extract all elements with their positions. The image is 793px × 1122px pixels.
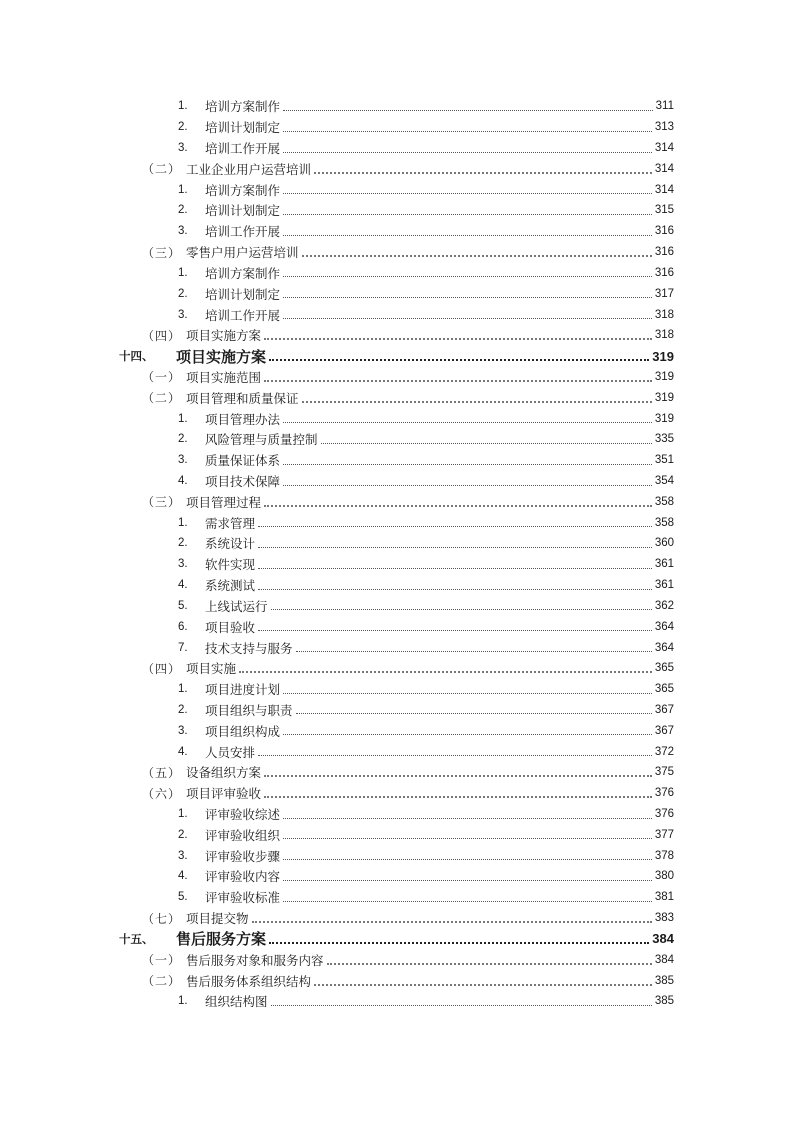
toc-leader-dots (302, 255, 652, 257)
toc-leader-dots (314, 172, 652, 174)
toc-entry-number: 2. (178, 121, 188, 134)
toc-entry-page: 375 (654, 766, 674, 779)
toc-leader-dots (327, 963, 652, 965)
toc-entry-number: 2. (178, 703, 188, 716)
toc-entry[interactable] (0, 200, 674, 221)
toc-entry-number: 3. (178, 308, 188, 321)
toc-entry[interactable] (0, 762, 674, 783)
toc-leader-dots (258, 589, 652, 590)
toc-entry[interactable] (0, 367, 674, 388)
toc-leader-dots (258, 630, 652, 631)
toc-entry-page: 367 (654, 724, 674, 737)
toc-entry-number: （一） (142, 953, 182, 968)
toc-entry-title: 系统测试 (205, 578, 256, 594)
toc-entry-number: 4. (178, 745, 188, 758)
toc-entry[interactable] (0, 991, 674, 1012)
toc-entry-number: 3. (178, 558, 188, 571)
toc-entry-page: 367 (654, 703, 674, 716)
toc-entry-number: 2. (178, 204, 188, 217)
toc-entry[interactable] (0, 929, 674, 950)
toc-entry-title: 培训方案制作 (205, 182, 281, 198)
toc-entry-page: 365 (654, 683, 674, 696)
toc-entry-page: 360 (654, 537, 674, 550)
toc-entry-title: 组织结构图 (205, 994, 268, 1010)
toc-leader-dots (264, 505, 652, 507)
toc-entry-title: 培训工作开展 (205, 307, 281, 323)
toc-entry[interactable] (0, 138, 674, 159)
toc-entry-title: 项目评审验收 (186, 786, 262, 802)
toc-entry-number: 3. (178, 724, 188, 737)
toc-entry-page: 362 (654, 599, 674, 612)
toc-leader-dots (258, 568, 652, 569)
toc-entry-title: 培训工作开展 (205, 224, 281, 240)
toc-entry-number: 1. (178, 412, 188, 425)
toc-entry[interactable] (0, 824, 674, 845)
toc-entry-page: 311 (655, 100, 674, 113)
toc-entry-title: 质量保证体系 (205, 453, 281, 469)
toc-leader-dots (239, 671, 652, 673)
toc-entry-page: 384 (652, 931, 674, 947)
toc-leader-dots (314, 984, 652, 986)
toc-leader-dots (321, 443, 652, 444)
toc-entry[interactable] (0, 970, 674, 991)
toc-entry-page: 383 (654, 912, 674, 925)
toc-entry-page: 385 (654, 995, 674, 1008)
toc-entry-title: 评审验收组织 (205, 827, 281, 843)
toc-entry[interactable] (0, 804, 674, 825)
toc-entry-title: 评审验收内容 (205, 869, 281, 885)
toc-leader-dots (283, 693, 652, 694)
table-of-contents (0, 96, 793, 1012)
toc-leader-dots (283, 110, 653, 111)
toc-leader-dots (271, 609, 652, 610)
toc-entry-page: 316 (654, 246, 674, 259)
toc-entry-title: 培训工作开展 (205, 141, 281, 157)
toc-entry-title: 项目组织构成 (205, 723, 281, 739)
toc-entry[interactable] (0, 491, 674, 512)
toc-leader-dots (269, 359, 649, 361)
toc-leader-dots (283, 214, 652, 215)
toc-entry[interactable] (0, 283, 674, 304)
toc-leader-dots (283, 464, 652, 465)
toc-entry-title: 人员安排 (205, 744, 256, 760)
toc-entry-title: 项目实施方案 (176, 347, 267, 366)
toc-entry[interactable] (0, 325, 674, 346)
toc-leader-dots (283, 131, 652, 132)
toc-entry-page: 335 (654, 433, 674, 446)
toc-entry-number: （二） (142, 391, 182, 406)
toc-entry-page: 381 (654, 891, 674, 904)
toc-entry-page: 319 (654, 412, 674, 425)
toc-entry[interactable] (0, 471, 674, 492)
toc-entry-title: 项目实施方案 (186, 328, 262, 344)
toc-entry[interactable] (0, 450, 674, 471)
toc-entry-page: 364 (654, 620, 674, 633)
toc-entry-number: 4. (178, 870, 188, 883)
toc-entry-number: 十五、 (119, 933, 154, 946)
toc-entry[interactable] (0, 554, 674, 575)
toc-leader-dots (283, 901, 652, 902)
toc-entry-page: 318 (654, 329, 674, 342)
toc-entry-page: 377 (654, 828, 674, 841)
toc-entry-number: 3. (178, 225, 188, 238)
toc-entry-number: 7. (178, 641, 188, 654)
toc-entry-number: （二） (142, 974, 182, 989)
toc-entry-number: 3. (178, 849, 188, 862)
toc-entry-page: 361 (654, 558, 674, 571)
toc-entry-title: 售后服务方案 (176, 930, 267, 949)
toc-entry-page: 361 (654, 579, 674, 592)
toc-entry-number: （四） (142, 661, 182, 676)
toc-leader-dots (283, 485, 652, 486)
toc-entry-title: 培训计划制定 (205, 286, 281, 302)
toc-entry-page: 358 (654, 516, 674, 529)
toc-entry-title: 软件实现 (205, 557, 256, 573)
toc-entry-page: 316 (654, 225, 674, 238)
toc-entry-title: 项目管理和质量保证 (186, 390, 299, 406)
toc-entry[interactable] (0, 741, 674, 762)
toc-entry[interactable] (0, 596, 674, 617)
toc-entry-title: 项目提交物 (186, 911, 249, 927)
toc-entry-number: 1. (178, 995, 188, 1008)
toc-entry-number: 2. (178, 537, 188, 550)
toc-entry-page: 378 (654, 849, 674, 862)
toc-entry-page: 317 (654, 287, 674, 300)
toc-entry-page: 319 (652, 348, 674, 364)
toc-entry-title: 评审验收步骤 (205, 848, 281, 864)
toc-entry[interactable] (0, 242, 674, 263)
toc-leader-dots (283, 318, 652, 319)
toc-entry[interactable] (0, 616, 674, 637)
toc-entry-number: 十四、 (119, 351, 154, 364)
toc-entry[interactable] (0, 720, 674, 741)
toc-entry[interactable] (0, 512, 674, 533)
toc-leader-dots (258, 755, 652, 756)
toc-entry-title: 项目管理办法 (205, 411, 281, 427)
toc-leader-dots (283, 235, 652, 236)
toc-entry[interactable] (0, 845, 674, 866)
toc-entry-page: 365 (654, 662, 674, 675)
toc-entry[interactable] (0, 637, 674, 658)
toc-entry-title: 需求管理 (205, 515, 256, 531)
toc-entry[interactable] (0, 346, 674, 367)
toc-entry-title: 项目实施 (186, 661, 237, 677)
toc-entry-title: 售后服务体系组织结构 (186, 973, 312, 989)
toc-entry-page: 372 (654, 745, 674, 758)
toc-entry-title: 风险管理与质量控制 (205, 432, 318, 448)
toc-entry[interactable] (0, 679, 674, 700)
toc-entry-number: （五） (142, 765, 182, 780)
toc-entry[interactable] (0, 408, 674, 429)
toc-entry-page: 318 (654, 308, 674, 321)
toc-entry[interactable] (0, 221, 674, 242)
toc-entry[interactable] (0, 158, 674, 179)
toc-entry-number: 1. (178, 808, 188, 821)
toc-entry-number: 5. (178, 891, 188, 904)
toc-entry-title: 培训方案制作 (205, 99, 281, 115)
toc-entry-number: 2. (178, 287, 188, 300)
toc-leader-dots (283, 880, 652, 881)
toc-entry-title: 项目实施范围 (186, 369, 262, 385)
toc-entry-title: 技术支持与服务 (205, 640, 293, 656)
toc-entry-number: （六） (142, 786, 182, 801)
toc-entry-number: 4. (178, 579, 188, 592)
toc-entry-title: 培训计划制定 (205, 203, 281, 219)
toc-entry-page: 380 (654, 870, 674, 883)
toc-leader-dots (283, 193, 652, 194)
toc-leader-dots (283, 838, 652, 839)
toc-leader-dots (283, 276, 652, 277)
toc-leader-dots (296, 651, 652, 652)
toc-leader-dots (283, 152, 652, 153)
toc-leader-dots (258, 547, 652, 548)
toc-entry[interactable] (0, 533, 674, 554)
toc-entry-number: （三） (142, 495, 182, 510)
toc-entry-title: 项目验收 (205, 619, 256, 635)
toc-entry-page: 316 (654, 266, 674, 279)
toc-leader-dots (264, 775, 652, 777)
toc-entry-title: 评审验收综述 (205, 807, 281, 823)
toc-entry-number: 2. (178, 433, 188, 446)
toc-entry-title: 工业企业用户运营培训 (186, 161, 312, 177)
toc-entry-number: 3. (178, 454, 188, 467)
toc-entry-number: 5. (178, 599, 188, 612)
toc-entry[interactable] (0, 263, 674, 284)
toc-entry[interactable] (0, 117, 674, 138)
toc-entry-title: 售后服务对象和服务内容 (186, 952, 324, 968)
toc-entry[interactable] (0, 387, 674, 408)
toc-entry-page: 385 (654, 974, 674, 987)
toc-entry-page: 384 (654, 953, 674, 966)
toc-entry[interactable] (0, 887, 674, 908)
toc-leader-dots (283, 859, 652, 860)
toc-entry-page: 315 (654, 204, 674, 217)
toc-entry-title: 培训方案制作 (205, 265, 281, 281)
toc-entry[interactable] (0, 304, 674, 325)
toc-entry-title: 设备组织方案 (186, 765, 262, 781)
toc-leader-dots (283, 818, 652, 819)
toc-entry[interactable] (0, 179, 674, 200)
toc-entry[interactable] (0, 658, 674, 679)
toc-leader-dots (264, 338, 652, 340)
toc-entry-page: 314 (654, 162, 674, 175)
toc-entry-page: 313 (654, 121, 674, 134)
toc-entry-number: （七） (142, 911, 182, 926)
toc-entry-page: 376 (654, 808, 674, 821)
toc-leader-dots (302, 401, 652, 403)
toc-entry-number: （三） (142, 245, 182, 260)
toc-entry-number: 1. (178, 683, 188, 696)
toc-entry-page: 358 (654, 495, 674, 508)
toc-entry[interactable] (0, 575, 674, 596)
toc-entry-page: 314 (654, 183, 674, 196)
toc-entry-title: 零售户用户运营培训 (186, 245, 299, 261)
toc-entry[interactable] (0, 783, 674, 804)
toc-entry-number: 1. (178, 100, 188, 113)
toc-entry-number: 3. (178, 142, 188, 155)
toc-entry-number: 1. (178, 266, 188, 279)
toc-leader-dots (283, 734, 652, 735)
toc-entry-number: （一） (142, 370, 182, 385)
toc-entry-title: 项目进度计划 (205, 682, 281, 698)
toc-entry-page: 376 (654, 787, 674, 800)
toc-entry-number: 2. (178, 828, 188, 841)
toc-entry-number: 6. (178, 620, 188, 633)
toc-leader-dots (271, 1005, 652, 1006)
toc-leader-dots (264, 380, 652, 382)
toc-entry-number: （二） (142, 162, 182, 177)
toc-leader-dots (283, 297, 652, 298)
toc-entry-title: 项目管理过程 (186, 494, 262, 510)
toc-entry-number: 1. (178, 183, 188, 196)
toc-entry-title: 项目技术保障 (205, 474, 281, 490)
toc-entry-title: 培训计划制定 (205, 120, 281, 136)
toc-entry-page: 319 (654, 391, 674, 404)
toc-entry-title: 评审验收标准 (205, 890, 281, 906)
toc-leader-dots (283, 422, 652, 423)
toc-entry[interactable] (0, 96, 674, 117)
toc-entry-page: 351 (654, 454, 674, 467)
toc-leader-dots (264, 796, 652, 798)
toc-entry-number: （四） (142, 328, 182, 343)
toc-leader-dots (258, 526, 652, 527)
toc-entry-page: 314 (654, 142, 674, 155)
toc-entry-number: 4. (178, 475, 188, 488)
toc-entry[interactable] (0, 429, 674, 450)
toc-entry-page: 364 (654, 641, 674, 654)
toc-entry-page: 319 (654, 370, 674, 383)
toc-entry-title: 项目组织与职责 (205, 702, 293, 718)
toc-entry[interactable] (0, 949, 674, 970)
toc-entry-page: 354 (654, 475, 674, 488)
toc-entry-number: 1. (178, 516, 188, 529)
toc-entry-title: 系统设计 (205, 536, 256, 552)
toc-entry[interactable] (0, 908, 674, 929)
toc-entry-title: 上线试运行 (205, 598, 268, 614)
toc-leader-dots (269, 942, 649, 944)
toc-entry[interactable] (0, 700, 674, 721)
toc-entry[interactable] (0, 866, 674, 887)
toc-leader-dots (252, 921, 652, 923)
toc-leader-dots (296, 713, 652, 714)
